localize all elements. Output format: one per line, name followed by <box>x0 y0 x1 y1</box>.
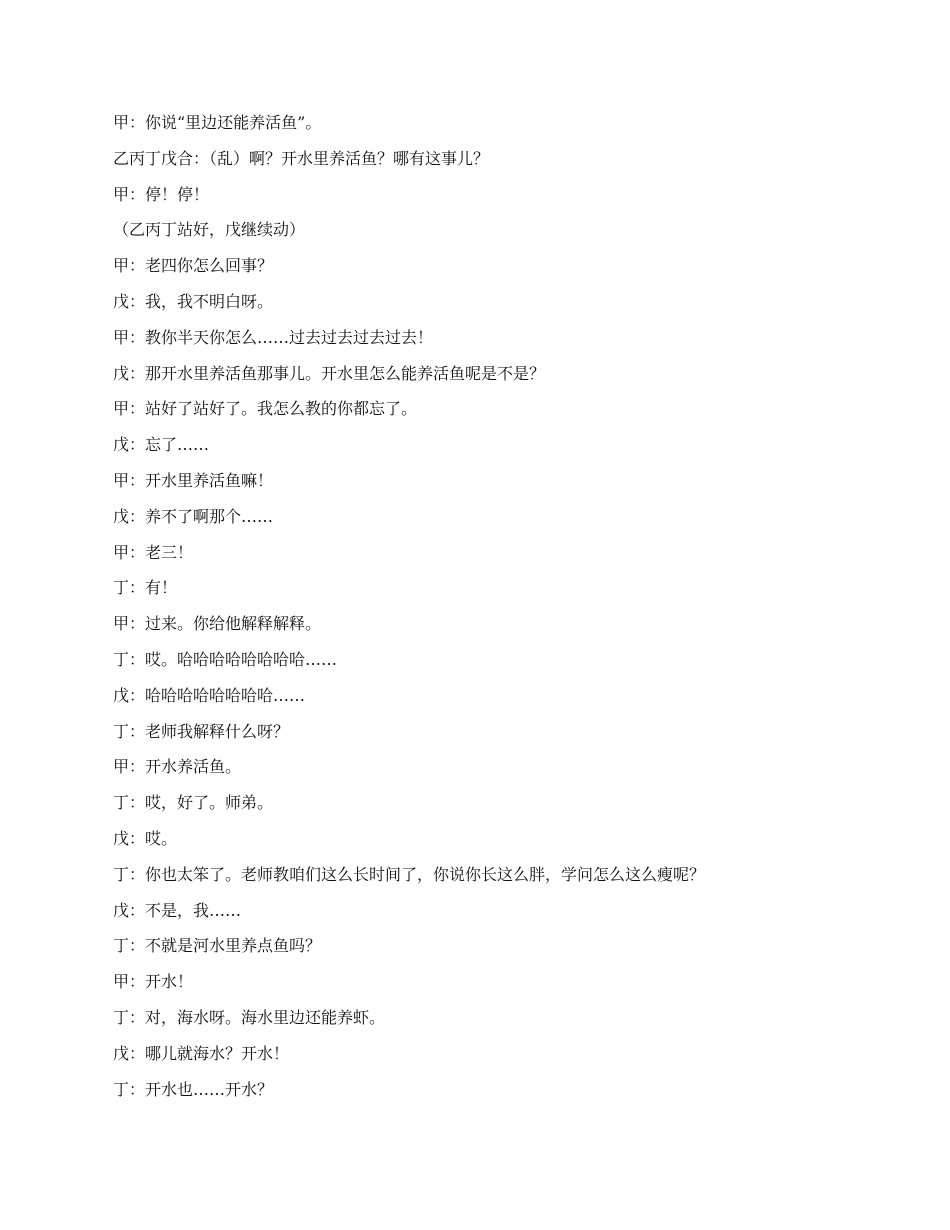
dialogue-line: 丁：哎。哈哈哈哈哈哈哈哈…… <box>113 649 338 669</box>
dialogue-line: 戊：哎。 <box>113 828 178 848</box>
dialogue-line: 甲：开水！ <box>113 972 194 992</box>
stage-direction: （乙丙丁站好，戊继续动） <box>113 220 306 240</box>
dialogue-line: 甲：站好了站好了。我怎么教的你都忘了。 <box>113 399 418 419</box>
script-dialogue <box>113 109 893 1111</box>
dialogue-line: 甲：停！停！ <box>113 184 210 204</box>
dialogue-line: 甲：你说“里边还能养活鱼”。 <box>113 113 322 132</box>
dialogue-line: 戊：养不了啊那个…… <box>113 506 274 526</box>
dialogue-line: 丁：哎，好了。师弟。 <box>113 793 274 813</box>
dialogue-line: 丁：对，海水呀。海水里边还能养虾。 <box>113 1007 386 1027</box>
dialogue-line: 甲：老四你怎么回事？ <box>113 256 274 276</box>
dialogue-line: 乙丙丁戊合：（乱）啊？开水里养活鱼？哪有这事儿？ <box>113 148 490 168</box>
dialogue-line: 戊：我，我不明白呀。 <box>113 291 274 311</box>
dialogue-line: 丁：不就是河水里养点鱼吗？ <box>113 936 322 956</box>
dialogue-line: 甲：教你半天你怎么……过去过去过去过去！ <box>113 327 434 347</box>
dialogue-line: 甲：开水里养活鱼嘛！ <box>113 470 274 490</box>
dialogue-line: 甲：老三！ <box>113 542 194 562</box>
dialogue-line: 戊：那开水里养活鱼那事儿。开水里怎么能养活鱼呢是不是？ <box>113 363 546 383</box>
dialogue-line: 甲：开水养活鱼。 <box>113 757 242 777</box>
dialogue-line: 丁：老师我解释什么呀？ <box>113 721 290 741</box>
dialogue-line: 丁：你也太笨了。老师教咱们这么长时间了，你说你长这么胖，学问怎么这么瘦呢？ <box>113 864 706 884</box>
dialogue-line: 戊：不是，我…… <box>113 900 242 920</box>
dialogue-line: 丁：有！ <box>113 578 178 598</box>
dialogue-line: 戊：哈哈哈哈哈哈哈哈…… <box>113 685 306 705</box>
dialogue-line: 戊：哪儿就海水？开水！ <box>113 1043 290 1063</box>
dialogue-line: 甲：过来。你给他解释解释。 <box>113 614 322 634</box>
dialogue-line: 丁：开水也……开水？ <box>113 1079 274 1099</box>
dialogue-line: 戊：忘了…… <box>113 435 210 455</box>
